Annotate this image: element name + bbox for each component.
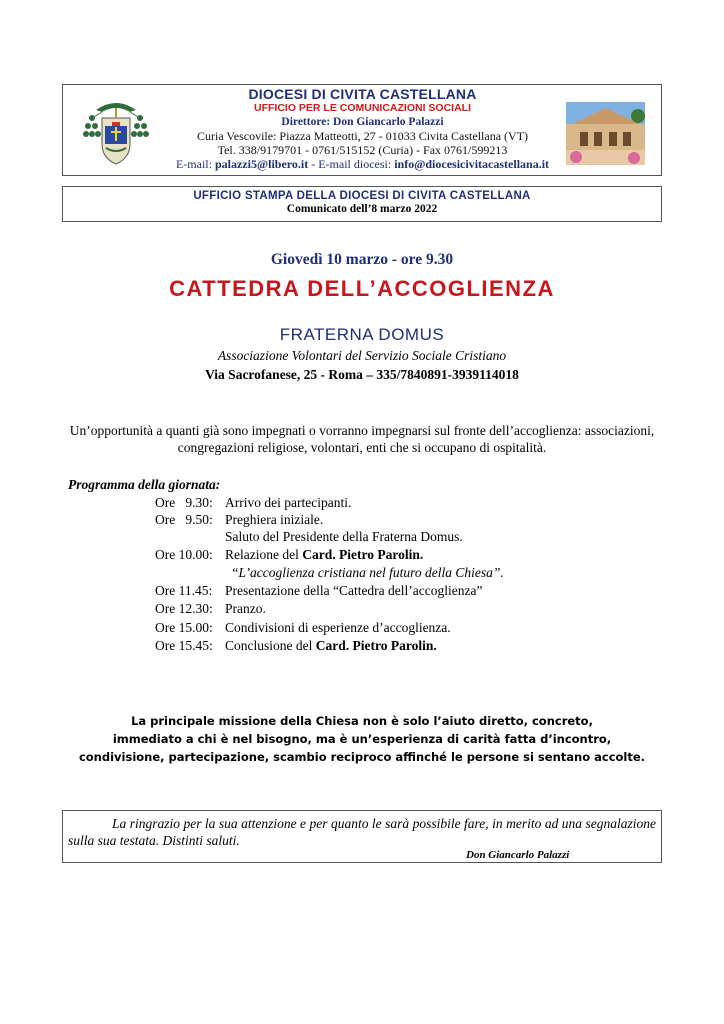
press-release-date: Comunicato dell’8 marzo 2022 (286, 203, 438, 215)
program-item (155, 494, 351, 511)
program-item (225, 528, 463, 545)
program-item (155, 546, 423, 563)
event-date: Giovedì 10 marzo - ore 9.30 (270, 251, 454, 268)
email-label: E-mail: (175, 157, 215, 171)
program-item (155, 619, 451, 636)
press-office-box (62, 186, 662, 222)
program-time: Ore 10.00: (155, 547, 213, 562)
organization-name: FRATERNA DOMUS (279, 325, 445, 344)
cathedral-photo (566, 102, 645, 165)
program-title: Programma della giornata: (68, 477, 221, 492)
program-text: Conclusione del (225, 638, 316, 653)
intro-paragraph: Un’opportunità a quanti già sono impegnati o vorranno impegnarsi sul fronte dell’accoglienza: associazioni, congregazioni religiose, volontari, enti che si occupano di ospitalità. (69, 423, 655, 455)
program-text: Condivisioni di esperienze d’accoglienza. (225, 620, 451, 635)
program-item (155, 511, 323, 528)
program-item (231, 564, 504, 581)
program-time: Ore 12.30: (155, 601, 213, 616)
director-line: Direttore: Don Giancarlo Palazzi (281, 116, 444, 128)
speaker-name: Card. Pietro Parolin. (315, 638, 437, 653)
talk-title: “L’accoglienza cristiana nel futuro della Chiesa”. (231, 565, 504, 580)
email-diocese-link[interactable]: info@diocesicivitacastellana.it (394, 157, 550, 171)
phone-line: Tel. 338/9179701 - 0761/515152 (Curia) - Fax 0761/599213 (217, 143, 508, 157)
organization-address: Via Sacrofanese, 25 - Roma – 335/7840891-3939114018 (205, 367, 519, 382)
program-time: Ore 9.50: (155, 512, 213, 527)
mission-statement (62, 712, 662, 766)
event-title: CATTEDRA DELL’ACCOGLIENZA (169, 276, 555, 301)
mission-line: La principale missione della Chiesa non è solo l’aiuto diretto, concreto, (131, 714, 593, 728)
program-item (155, 600, 266, 617)
mission-line: condivisione, partecipazione, scambio reciproco affinché le persone si sentano accolte. (78, 750, 646, 764)
email-diocese-label: - E-mail diocesi: (308, 157, 395, 171)
press-office-title: UFFICIO STAMPA DELLA DIOCESI DI CIVITA CASTELLANA (193, 190, 531, 202)
program-text: Arrivo dei partecipanti. (225, 495, 352, 510)
letterhead-text (160, 87, 565, 171)
program-item (155, 637, 437, 654)
mission-line: immediato a chi è nel bisogno, ma è un’esperienza di carità fatta d’incontro, (112, 732, 612, 746)
program-item (155, 582, 482, 599)
email-link[interactable]: palazzi5@libero.it (214, 157, 309, 171)
program-time: Ore 11.45: (155, 583, 213, 598)
closing-text: La ringrazio per la sua attenzione e per quanto le sarà possibile fare, in merito ad una segnalazione sulla sua testata. Distinti saluti. (68, 816, 656, 848)
address-line: Curia Vescovile: Piazza Matteotti, 27 - 01033 Civita Castellana (VT) (196, 129, 529, 143)
diocese-coat-of-arms (78, 96, 154, 172)
program-text: Relazione del (225, 547, 303, 562)
program-time: Ore 9.30: (155, 495, 213, 510)
program-time: Ore 15.45: (155, 638, 213, 653)
email-line (160, 157, 565, 171)
program-text: Saluto del Presidente della Fraterna Domus. (225, 529, 463, 544)
program-text: Preghiera iniziale. (225, 512, 324, 527)
office-name: UFFICIO PER LE COMUNICAZIONI SOCIALI (254, 102, 471, 114)
signature: Don Giancarlo Palazzi (466, 849, 570, 861)
organization-description: Associazione Volontari del Servizio Sociale Cristiano (217, 348, 507, 363)
speaker-name: Card. Pietro Parolin. (302, 547, 424, 562)
diocese-name: DIOCESI DI CIVITA CASTELLANA (248, 86, 477, 102)
program-text: Presentazione della “Cattedra dell’accoglienza” (225, 583, 483, 598)
program-time: Ore 15.00: (155, 620, 213, 635)
program-text: Pranzo. (225, 601, 266, 616)
